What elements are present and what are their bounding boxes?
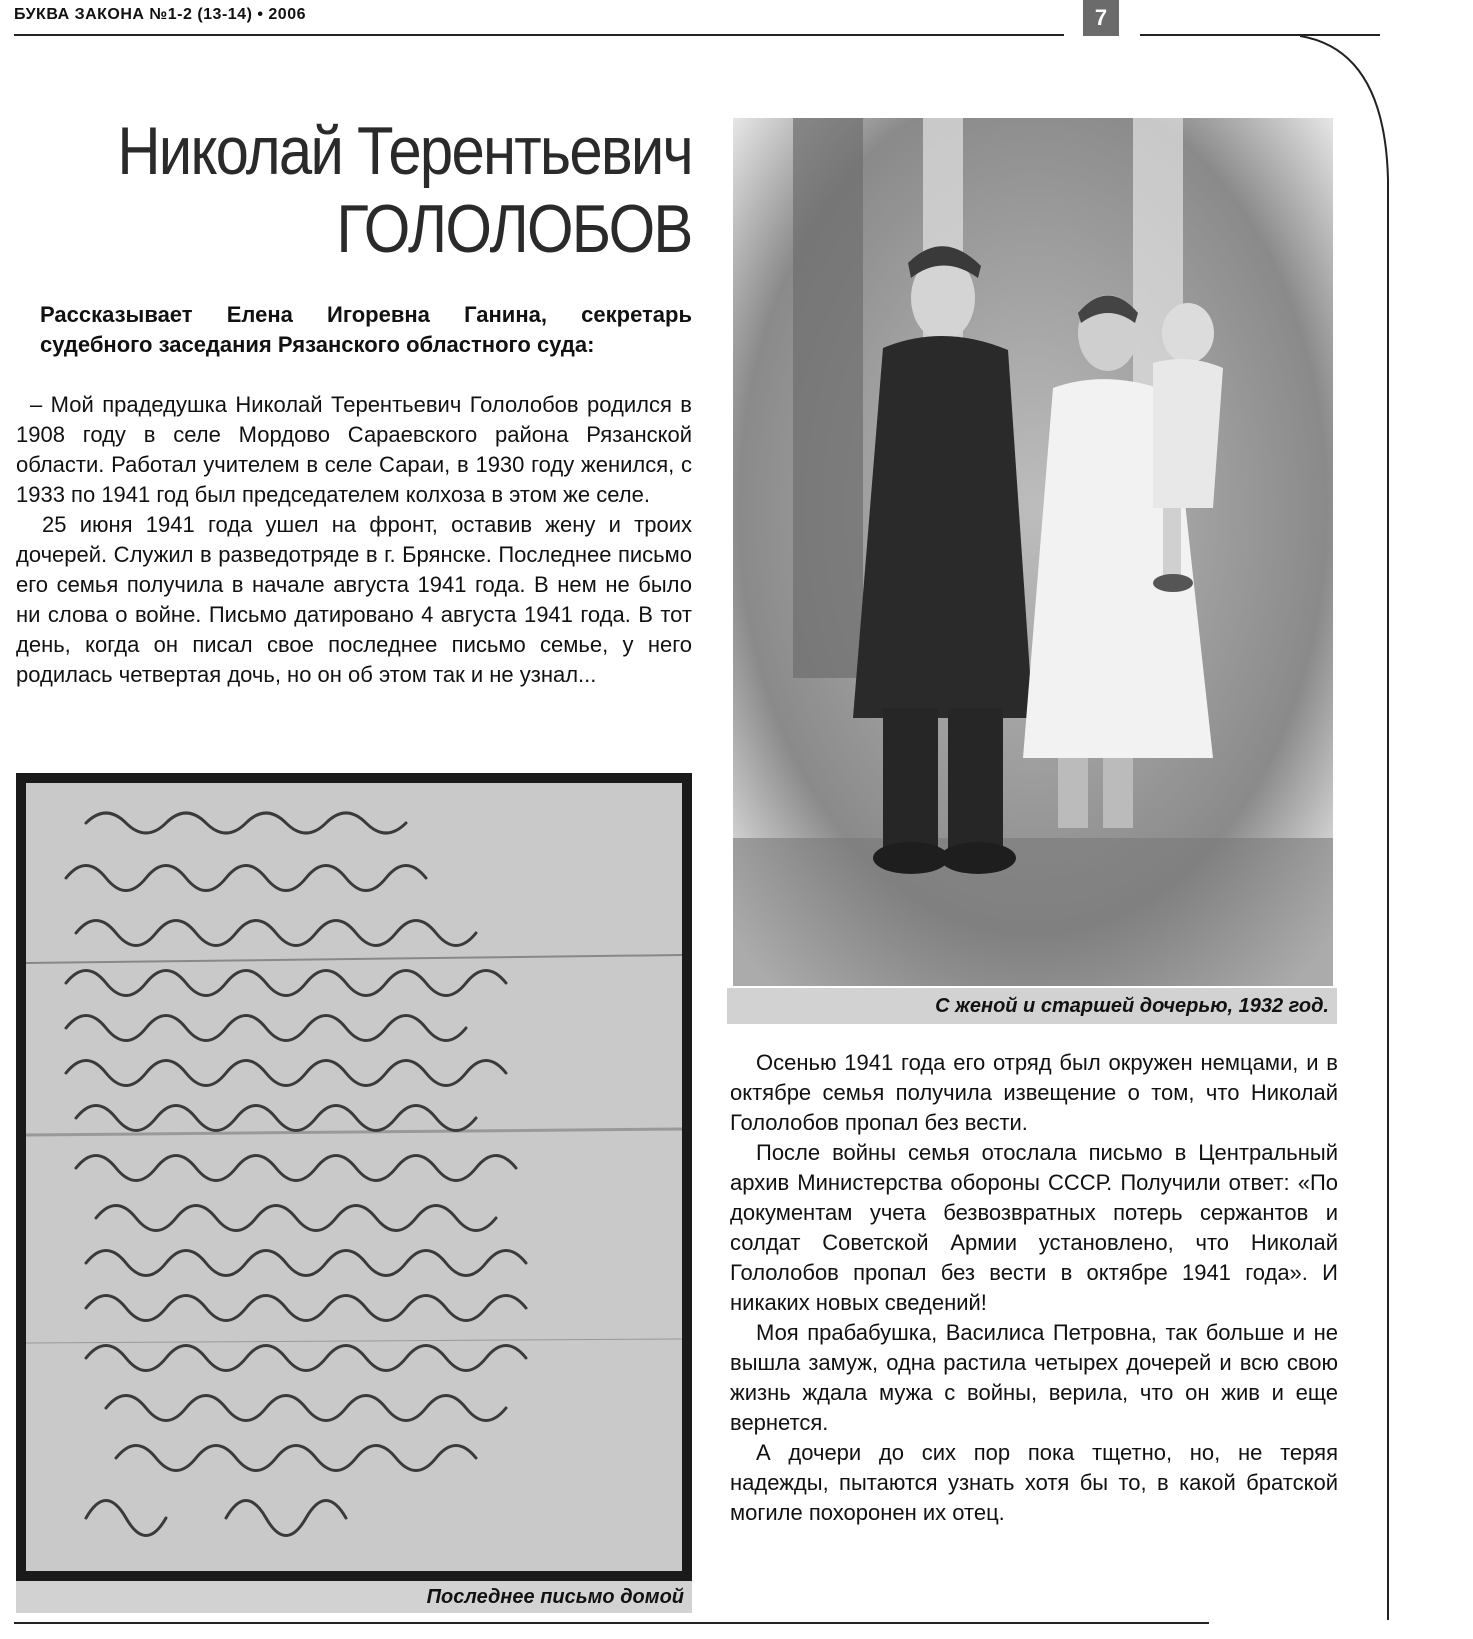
paragraph: Моя прабабушка, Василиса Петровна, так больше и не вышла замуж, одна растила четырех дочерей и всю свою жизнь ждала мужа с войны, верила, что он жив и еще вернется. bbox=[730, 1320, 1338, 1435]
paragraph: 25 июня 1941 года ушел на фронт, оставив жену и троих дочерей. Служил в разведотряде в г. Брянске. Последнее письмо его семья получила в начале августа 1941 года. В нем не было ни слова о войне. Письмо датировано 4 августа 1941 года. В тот день, когда он писал свое последнее письмо семье, у него родилась четвертая дочь, но он об этом так и не узнал... bbox=[16, 512, 692, 687]
right-column bbox=[730, 1048, 1338, 1528]
paragraph: А дочери до сих пор пока тщетно, но, не теряя надежды, пытаются узнать хотя бы то, в какой братской могиле похоронен их отец. bbox=[730, 1440, 1338, 1525]
publication-title: БУКВА ЗАКОНА №1-2 (13-14) • 2006 bbox=[14, 6, 306, 23]
photo-caption: С женой и старшей дочерью, 1932 год. bbox=[727, 988, 1337, 1024]
family-photo-illustration bbox=[733, 118, 1333, 986]
page-number: 7 bbox=[1083, 0, 1119, 36]
paragraph: После войны семья отослала письмо в Центральный архив Министерства обороны СССР. Получили ответ: «По документам учета безвозвратных потерь сержантов и солдат Советской Армии установлено, что Николай Гололобов пропал без вести в октябре 1941 года». И никаких новых сведений! bbox=[730, 1140, 1338, 1315]
handwriting-scribbles bbox=[26, 783, 682, 1571]
footer-rule bbox=[14, 1622, 1209, 1624]
article-title-first-name: Николай Терентьевич bbox=[117, 113, 692, 189]
family-photo bbox=[733, 118, 1333, 986]
article-title-surname: ГОЛОЛОБОВ bbox=[336, 191, 692, 267]
left-column bbox=[16, 390, 692, 690]
paragraph: Осенью 1941 года его отряд был окружен немцами, и в октябре семья получила извещение о том, что Николай Гололобов пропал без вести. bbox=[730, 1050, 1338, 1135]
handwritten-letter-photo bbox=[16, 773, 692, 1581]
letter-caption: Последнее письмо домой bbox=[16, 1581, 692, 1613]
paragraph: – Мой прадедушка Николай Терентьевич Гололобов родился в 1908 году в селе Мордово Сараевского района Рязанской области. Работал учителем в селе Сараи, в 1930 году женился, с 1933 по 1941 год был председателем колхоза в этом же селе. bbox=[16, 392, 692, 507]
article-lead: Рассказывает Елена Игоревна Ганина, секретарь судебного заседания Рязанского областного суда: bbox=[40, 302, 692, 357]
letter-paper bbox=[26, 783, 682, 1571]
header-rule bbox=[14, 34, 1064, 36]
